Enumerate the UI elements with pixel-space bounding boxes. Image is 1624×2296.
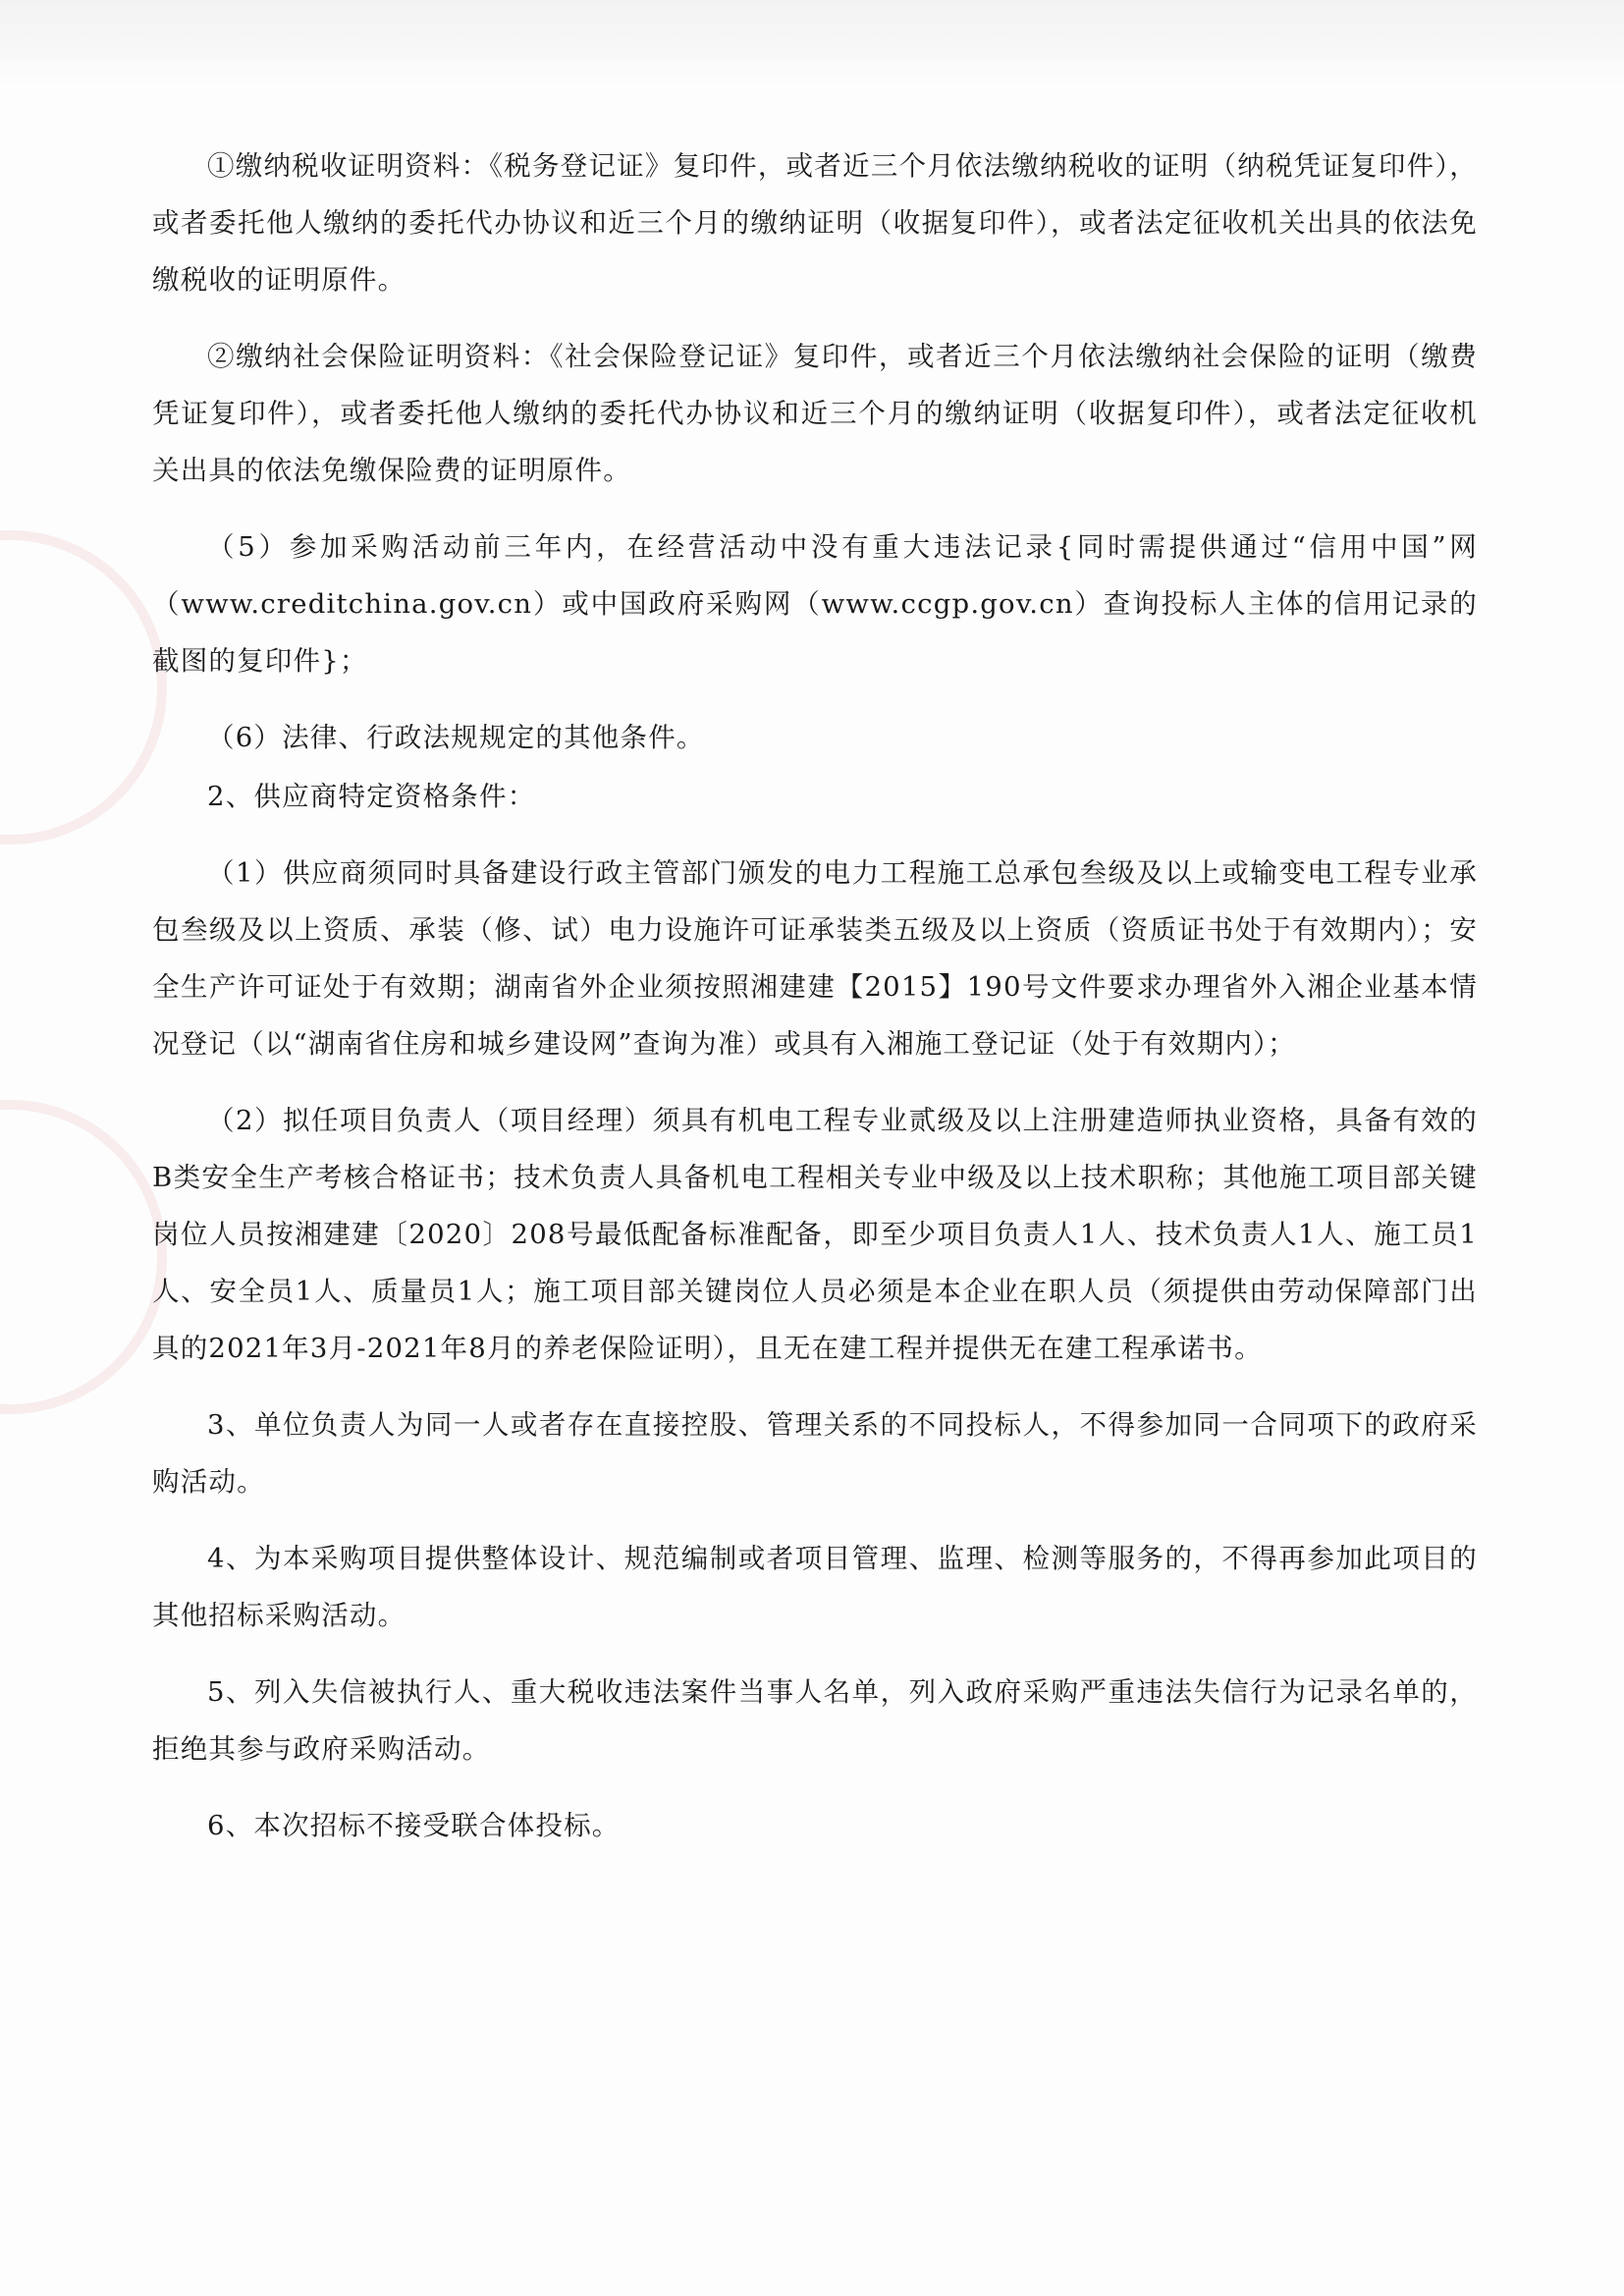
stamp-bleed-mark (0, 530, 167, 845)
scan-shadow (0, 0, 1624, 88)
stamp-bleed-mark (0, 1100, 167, 1414)
paragraph-social-insurance-proof: ②缴纳社会保险证明资料：《社会保险登记证》复印件，或者近三个月依法缴纳社会保险的证明（缴费凭证复印件），或者委托他人缴纳的委托代办协议和近三个月的缴纳证明（收据复印件），或者法定征收机关出具的依法免缴保险费的证明原件。 (152, 341, 1478, 486)
paragraph-no-consortium: 6、本次招标不接受联合体投标。 (207, 1810, 621, 1841)
paragraph-other-conditions: （6）法律、行政法规规定的其他条件。 (207, 722, 705, 753)
heading-specific-qualifications: 2、供应商特定资格条件： (207, 781, 536, 812)
paragraph-no-violation-record: （5）参加采购活动前三年内，在经营活动中没有重大违法记录{同时需提供通过“信用中国”网（www.creditchina.gov.cn）或中国政府采购网（www.ccgp.gov.cn）查询投标人主体的信用记录的截图的复印件}； (152, 531, 1478, 677)
paragraph-dishonest-list-exclusion: 5、列入失信被执行人、重大税收违法案件当事人名单，列入政府采购严重违法失信行为记录名单的，拒绝其参与政府采购活动。 (152, 1676, 1478, 1765)
paragraph-qualification-2: （2）拟任项目负责人（项目经理）须具有机电工程专业贰级及以上注册建造师执业资格，具备有效的B类安全生产考核合格证书；技术负责人具备机电工程相关专业中级及以上技术职称；其他施工项目部关键岗位人员按湘建建〔2020〕208号最低配备标准配备，即至少项目负责人1人、技术负责人1人、施工员1人、安全员1人、质量员1人；施工项目部关键岗位人员必须是本企业在职人员（须提供由劳动保障部门出具的2021年3月-2021年8月的养老保险证明），且无在建工程并提供无在建工程承诺书。 (152, 1105, 1478, 1364)
paragraph-tax-proof: ①缴纳税收证明资料：《税务登记证》复印件，或者近三个月依法缴纳税收的证明（纳税凭证复印件），或者委托他人缴纳的委托代办协议和近三个月的缴纳证明（收据复印件），或者法定征收机关出具的依法免缴税收的证明原件。 (152, 150, 1478, 296)
document-body (152, 137, 1478, 1854)
paragraph-design-service-exclusion: 4、为本采购项目提供整体设计、规范编制或者项目管理、监理、检测等服务的，不得再参加此项目的其他招标采购活动。 (152, 1543, 1478, 1631)
paragraph-same-responsible-person: 3、单位负责人为同一人或者存在直接控股、管理关系的不同投标人，不得参加同一合同项下的政府采购活动。 (152, 1409, 1478, 1498)
paragraph-qualification-1: （1）供应商须同时具备建设行政主管部门颁发的电力工程施工总承包叁级及以上或输变电工程专业承包叁级及以上资质、承装（修、试）电力设施许可证承装类五级及以上资质（资质证书处于有效期内）；安全生产许可证处于有效期；湖南省外企业须按照湘建建【2015】190号文件要求办理省外入湘企业基本情况登记（以“湖南省住房和城乡建设网”查询为准）或具有入湘施工登记证（处于有效期内）； (152, 857, 1478, 1060)
